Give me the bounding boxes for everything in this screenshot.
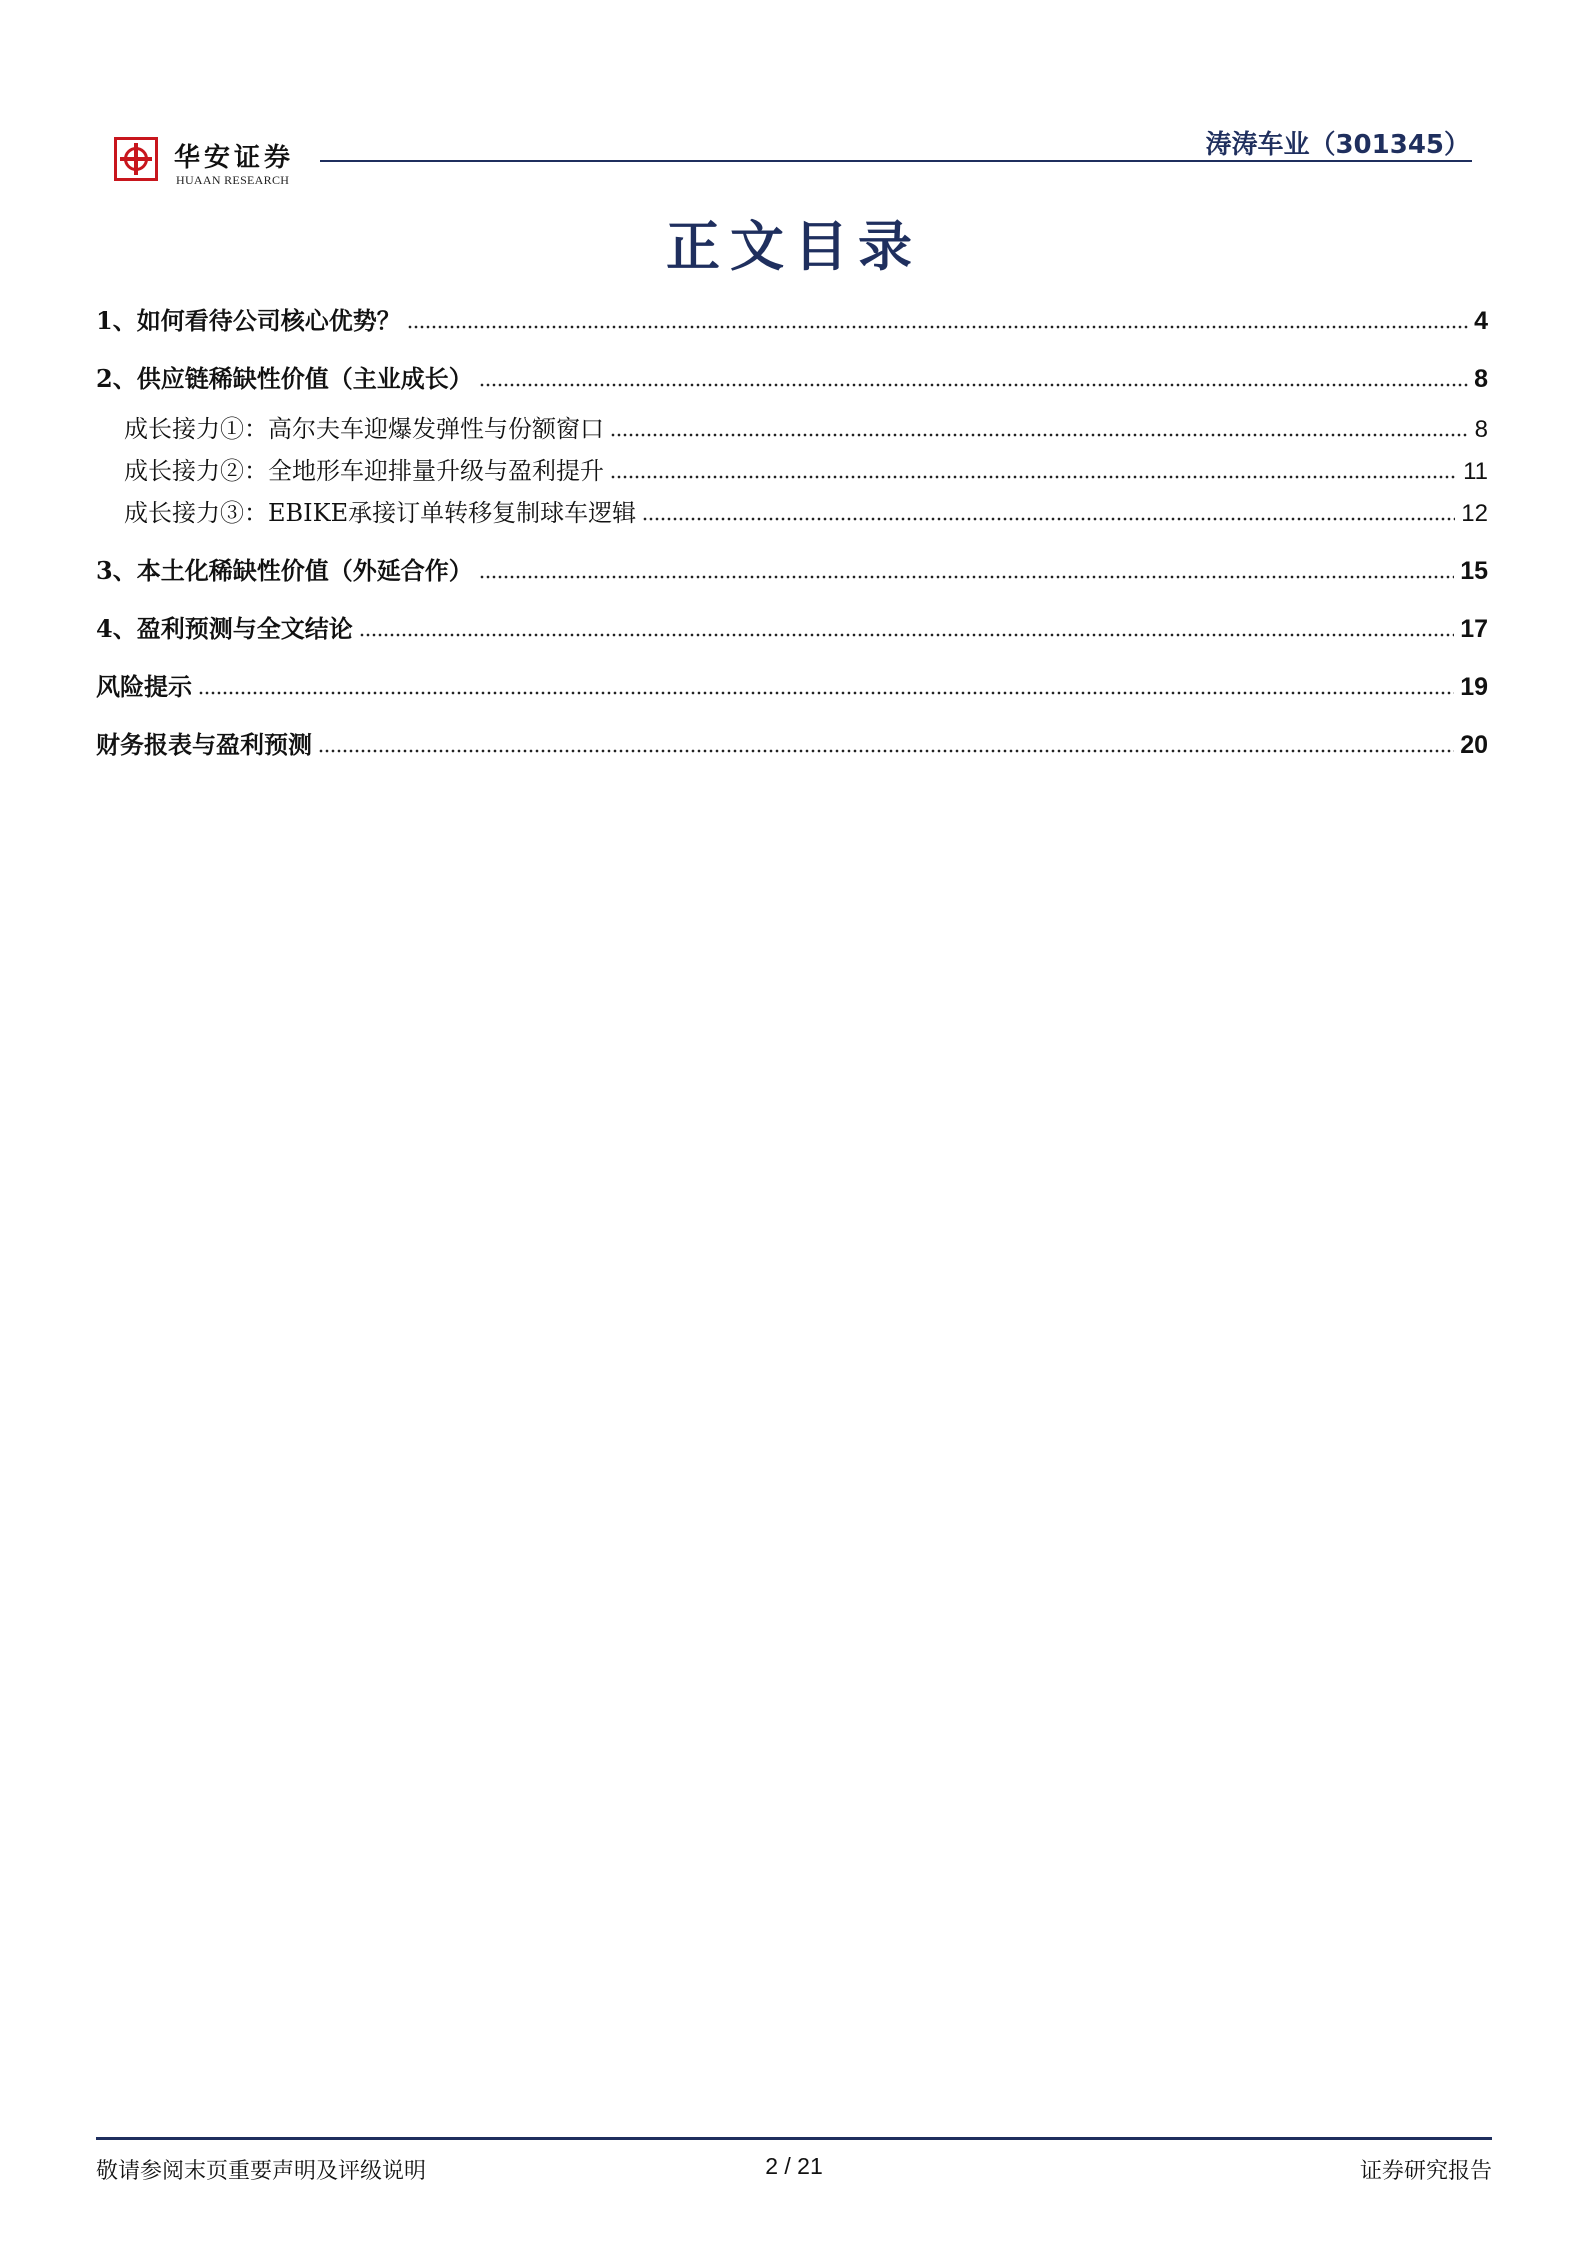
- toc-entry-label: 风险提示: [96, 667, 198, 702]
- toc-entry-risk[interactable]: [96, 644, 1488, 702]
- huaan-seal-icon: [114, 137, 158, 181]
- page-header: [0, 0, 1588, 200]
- toc-entry-2-3[interactable]: [96, 486, 1488, 528]
- toc-leader-dots: [610, 475, 1457, 479]
- toc-leader-dots: [642, 517, 1455, 521]
- toc-leader-dots: [610, 433, 1469, 437]
- toc-entry-page: 15: [1460, 557, 1488, 585]
- logo-chinese-name: 华安证券: [174, 143, 295, 173]
- toc-entry-page: 4: [1474, 307, 1488, 335]
- toc-entry-label: 4、盈利预测与全文结论: [96, 609, 359, 644]
- toc-entry-page: 8: [1474, 416, 1488, 443]
- logo-english-name: HUAAN RESEARCH: [176, 173, 290, 187]
- toc-leader-dots: [407, 325, 1468, 329]
- page-number: 2 / 21: [765, 2153, 823, 2179]
- toc-entry-label: 3、本土化稀缺性价值（外延合作）: [96, 551, 479, 586]
- toc-entry-2-2[interactable]: [96, 444, 1488, 486]
- toc-entry-label: 2、供应链稀缺性价值（主业成长）: [96, 359, 479, 394]
- toc-entry-4[interactable]: [96, 586, 1488, 644]
- toc-leader-dots: [359, 633, 1454, 637]
- huaan-logo: [114, 137, 314, 193]
- toc-entry-page: 20: [1460, 731, 1488, 759]
- toc-entry-3[interactable]: [96, 528, 1488, 586]
- toc-entry-label: 财务报表与盈利预测: [96, 725, 318, 760]
- toc-entry-2[interactable]: [96, 336, 1488, 394]
- toc-entry-1[interactable]: [96, 296, 1488, 336]
- toc-leader-dots: [198, 691, 1454, 695]
- toc-leader-dots: [318, 749, 1454, 753]
- toc-entry-page: 11: [1463, 458, 1488, 485]
- toc-entry-label: 成长接力③：EBIKE承接订单转移复制球车逻辑: [124, 493, 642, 528]
- toc-leader-dots: [479, 575, 1454, 579]
- toc-entry-label: 成长接力②：全地形车迎排量升级与盈利提升: [124, 451, 610, 486]
- toc-entry-page: 12: [1461, 500, 1488, 527]
- toc-entry-page: 17: [1460, 615, 1488, 643]
- toc-entry-label: 成长接力①：高尔夫车迎爆发弹性与份额窗口: [124, 409, 610, 444]
- table-of-contents: [96, 296, 1488, 760]
- toc-entry-page: 19: [1460, 673, 1488, 701]
- toc-entry-2-1[interactable]: [96, 394, 1488, 444]
- footer-disclaimer-note: 敬请参阅末页重要声明及评级说明: [96, 2159, 427, 2184]
- company-name: 涛涛车业（301345）: [1205, 130, 1470, 160]
- page-title: 正文目录: [666, 214, 922, 278]
- footer-divider: [96, 2137, 1492, 2140]
- report-type: 证券研究报告: [1359, 2159, 1492, 2184]
- toc-entry-label: 1、如何看待公司核心优势？: [96, 301, 407, 336]
- toc-entry-financials[interactable]: [96, 702, 1488, 760]
- toc-leader-dots: [479, 383, 1468, 387]
- toc-entry-page: 8: [1474, 365, 1488, 393]
